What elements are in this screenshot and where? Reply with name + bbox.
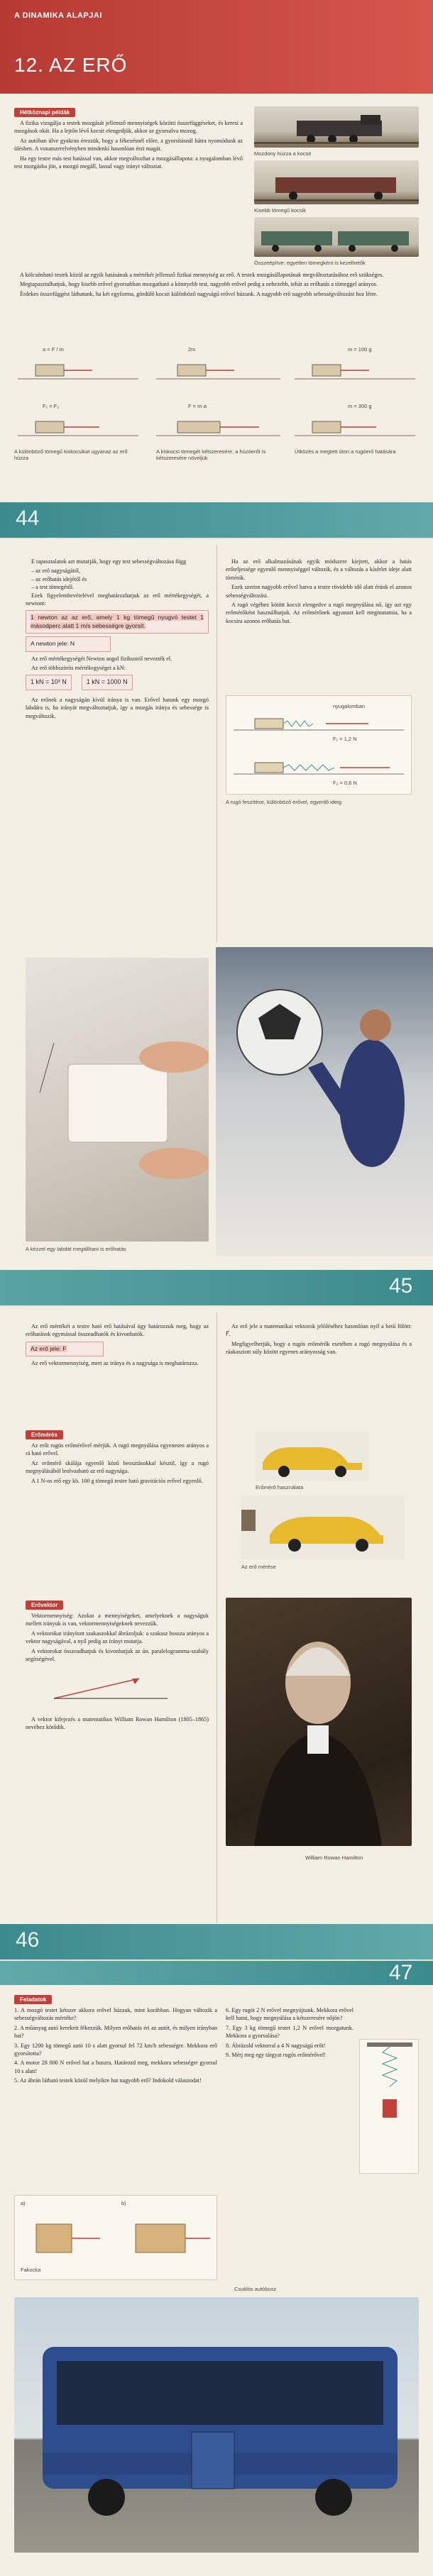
car-caption: Az erő mérése (241, 1564, 276, 1570)
fig-caption: A kiskocsi tömegét kétszeresére, a húzóerőt is kétszeresére növeljük (156, 448, 266, 461)
soccer-photo (216, 947, 433, 1256)
body-para: Érdekes összefüggést láthatunk, ha két egyforma, gördülő kocsit különböző nagyságú erővel húzunk. A nagyobb erő nagyobb sebességváltozást hoz létre. (20, 290, 378, 297)
para: Ezek szerint nagyobb erővel hatva a testre rövidebb idő alatt érünk el azonos sebességváltozást. (226, 584, 412, 599)
formula: 2m (188, 346, 196, 353)
page-number: 46 (16, 1928, 40, 1952)
para: A vektorokat összeadhatjuk és kivonhatjuk az ún. paralelogramma-szabály segítségével. (26, 1647, 209, 1663)
spring-figure (359, 2039, 419, 2174)
intro-para: Ha egy testre más test hatással van, akkor megváltozhat a mozgásállapota: a nyugalomban lévő test mozgásba jön, a mozgó megáll, lassul vagy irányt változtat. (14, 155, 243, 170)
photo-caption: A kézzel egy labdát megállítani is erőhatás (26, 1246, 126, 1252)
fig-caption: A különböző tömegű kiskocsikat ugyanaz az erő húzza (14, 448, 128, 461)
experiment-figures (14, 332, 419, 480)
fig-label: a) (21, 2200, 26, 2206)
yellow-car-photo-2 (241, 1496, 405, 1559)
page-top-band (0, 1961, 433, 1985)
car-icon (256, 1432, 369, 1481)
photo-caption: Összeépítve: egyetlen tömegként is kezelhetők (254, 260, 366, 266)
left-column (26, 1322, 209, 1369)
formula: F₁ = F₂ (43, 403, 60, 409)
para: Megfigyelhetjük, hogy a rugós erőmérők esetében a rugó megnyúlása és a ráakasztott súly között egyenes arányosság van. (226, 1340, 412, 1356)
page-46 (0, 1307, 433, 1959)
fig-caption: Ütközés a megtett úton a rugóerő hatására (295, 448, 396, 455)
vector-tag: Erővektor (26, 1598, 63, 1610)
diagram-label: nyugalomban (333, 703, 366, 709)
portrait-caption: William Rowan Hamilton (305, 1854, 363, 1861)
car-caption: Erőmérő használata (256, 1484, 304, 1491)
coupled-wagons-icon (254, 217, 419, 257)
para: E tapasztalatok azt mutatják, hogy egy test sebességváltozása függ (31, 558, 187, 565)
right-column (226, 558, 412, 626)
unit-value: 1 kN = 10³ N (26, 675, 72, 690)
bullet: – a test tömegétől. (31, 584, 75, 591)
para: Az erő jele a matematikai vektorok jelöléséhez hasonlóan nyíl a betű fölött: F⃗. (226, 1323, 412, 1338)
yellow-car-photo-1 (256, 1432, 369, 1481)
vector-text (26, 1612, 209, 1733)
unit-value: 1 kN = 1000 N (82, 675, 133, 690)
wagon-icon (254, 160, 419, 204)
left-column (26, 558, 209, 722)
body-text (14, 271, 419, 299)
portrait-icon (226, 1598, 412, 1846)
formula: a = F / m (43, 346, 64, 353)
para: A rugó végéhez kötött kocsit elengedve a rugó megnyúlása nő, így azt egy erőmérőként használhatjuk. Az erőmérőnek ugyanazt kell megmutatnia, ha a kocsira azonos erőhatás hat. (226, 602, 412, 624)
photo-caption: Kisebb tömegű kocsik (254, 207, 306, 214)
task-item: 2. A műanyag autó kerekeit fékezzük. Milyen erőhatás éri az autót, és milyen irányban hat? (14, 2024, 217, 2040)
task-item: 5. Az ábrán látható testek közül melyikre hat nagyobb erő? Indokold válaszodat! (14, 2077, 202, 2084)
photo-caption: Mozdony húzza a kocsit (254, 150, 312, 157)
newton-symbol: A newton jele: N (26, 636, 111, 651)
task-item: 8. Ábrázold vektorral a 4 N nagyságú erőt! (226, 2042, 326, 2049)
hand-push-photo (26, 958, 209, 1242)
block-icon (15, 2196, 218, 2281)
mass-label: m = 100 g (348, 346, 372, 353)
diagram-label: F₁ = 1,2 N (333, 736, 357, 742)
intro-text (14, 119, 243, 172)
mass-label: m = 300 g (348, 403, 372, 409)
locomotive-icon (254, 106, 419, 148)
coupled-wagons-photo (254, 217, 419, 257)
bullet: – az erőhatás idejétől és (31, 575, 87, 582)
diagram-caption: A rugó feszítése, különböző erővel, egyenlő ideig (226, 799, 342, 805)
page-number-band (0, 1924, 433, 1959)
para: Az erő vektormennyiség, mert az iránya és a nagysága is meghatározza. (31, 1360, 199, 1367)
hamilton-portrait (226, 1598, 412, 1846)
diagram-label: F₂ = 0,6 N (333, 780, 357, 786)
spring-icon (360, 2040, 420, 2174)
tasks-right (226, 2006, 353, 2060)
force-symbol: Az erő jele: F (26, 1342, 104, 1356)
para: Ezek figyelembevételével meghatározhatjuk az erő mértékegységét, a newtont: (26, 592, 209, 607)
task-item: 7. Egy 3 kg tömegű testet 1,2 N erővel mozgatunk. Mekkora a gyorsulása? (226, 2024, 353, 2040)
train-photo (254, 106, 419, 148)
measure-text (26, 1442, 209, 1486)
newton-definition: 1 newton az az erő, amely 1 kg tömegű nyugvó testet 1 másodperc alatt 1 m/s sebességre gyorsít. (26, 610, 209, 634)
page-header-band (0, 0, 433, 94)
page-number: 45 (389, 1274, 413, 1298)
para: A 1 N-os erő egy kb. 100 g tömegű testre ható gravitációs erővel egyenlő. (31, 1477, 203, 1484)
page-number: 44 (16, 507, 40, 530)
task-item: 4. A motor 28 000 N erővel hat a buszra. Határozd meg, mekkora sebességre gyorsul 10 s alatt! (14, 2060, 217, 2074)
para: A vektor kifejezés a matematikus William Rowan Hamilton (1805–1865) nevéhez kötődik. (26, 1715, 209, 1731)
task-item: 3. Egy 1200 kg tömegű autó 10 s alatt gyorsul fel 72 km/h sebességre. Mekkora erő gyorsította? (14, 2042, 217, 2057)
page-number-band (0, 502, 433, 538)
unit-row (26, 675, 209, 690)
hand-icon (26, 958, 209, 1242)
para: Az erőmérő skálája egyenlő közű beosztásokkal készül, így a rugó megnyúlásából leolvasható az erő nagysága. (26, 1459, 209, 1475)
force-measure-tag: Erőmérés (26, 1427, 63, 1440)
bullet: – az erő nagyságától, (31, 568, 81, 575)
page-number-band (0, 1270, 433, 1305)
para: Az erő többszörös mértékegységei a kN: (31, 665, 126, 672)
para: Vektormennyiség: Azokat a mennyiségeket, amelyeknek a nagyságuk mellett irányuk is van, vektormennyiségeknek nevezzük. (26, 1613, 209, 1627)
task-item: 9. Mérj meg egy tárgyat rugós erőmérővel! (226, 2052, 327, 2059)
section-tag: Hétköznapi példák (14, 108, 75, 117)
para: Az erő mértékegységét Newton angol fizikusról nevezték el. (31, 655, 172, 662)
spring-cart-icon (226, 696, 412, 795)
right-column (226, 1322, 412, 1358)
fig-caption: Fakocka (21, 2267, 41, 2273)
chapter-title: 12. AZ ERŐ (14, 54, 128, 76)
spring-diagram (226, 695, 412, 795)
para: Az erőnek a nagyságán kívül iránya is van. Erővel hatunk egy mozgó labdára is, ha irányát megváltoztatjuk, így a mozgás iránya és sebessége is megváltozik. (26, 696, 209, 719)
vector-arrows-icon (26, 1667, 209, 1710)
soccer-player-icon (216, 947, 433, 1256)
page-45 (0, 539, 433, 1305)
para: Az erőt rugós erőmérővel mérjük. A rugó megnyúlása egyenesen arányos a rá ható erővel. (26, 1442, 209, 1457)
tasks-left (14, 2006, 217, 2086)
formula: F = m·a (188, 403, 207, 409)
intro-para: A fizika vizsgálja a testek mozgását jellemző mennyiségek közötti összefüggéseket, és keresi a mozgások okát. Ha a lejtőn lévő kocsit elengedjük, akkor az gyorsulva mozog. (14, 120, 243, 135)
fig-label: b) (121, 2200, 126, 2206)
bus-photo (14, 2297, 419, 2553)
body-para: Megtapasztalhatjuk, hogy kisebb erővel gyorsabban mozgatható a könnyebb test, nagyobb erővel pedig a nehezebb, tehát az erőhatás a tömeggel arányos. (20, 281, 378, 288)
bus-icon (14, 2297, 419, 2553)
page-44 (0, 0, 433, 538)
task-item: 6. Egy rugót 2 N erővel megnyújtunk. Mekkora erővel kell hatni, hogy megnyúlása a kétszeresére nőjön? (226, 2007, 353, 2022)
para: Az erő mértékét a testre ható erő hatásával úgy határozzuk meg, hogy az erőhatások egymással összeadhatók és kivonhatók. (26, 1323, 209, 1338)
wagon-photo (254, 160, 419, 204)
bus-caption: Csuklós autóbusz (234, 2286, 277, 2292)
task-item: 1. A mozgó testet kétszer akkora erővel húzzuk, mint korábban. Hogyan változik a sebességváltozás mértéke? (14, 2007, 217, 2022)
header-tag: A DINAMIKA ALAPJAI (14, 11, 102, 20)
para: A vektorokat irányított szakaszokkal ábrázoljuk: a szakasz hossza arányos a vektor nagyságával, a nyíl pedig az irányt mutatja. (26, 1630, 209, 1645)
page-number: 47 (389, 1961, 413, 1984)
car-icon (241, 1496, 405, 1559)
intro-para: Az autóban ülve gyakran érezzük, hogy a fékezésnél előre, a gyorsításnál hátra nyomódunk az ülésben. A vonatszerelvényben mindenki hasonlóan érzi magát. (14, 137, 243, 153)
block-figure (14, 2195, 217, 2280)
para: Ha az erő alkalmazásának egyik módszere kiejtett, akkor a hatás erőteljessége egyenlő mennyiséggel változik, és a változás a kísérlet ideje alatt történik. (226, 558, 412, 581)
page-47 (0, 1961, 433, 2576)
body-para: A kölcsönható testek közül az egyik hatásának a mértékét jellemző fizikai mennyiség az erő. A testek mozgásállapotának megváltoztatásához erő szükséges. (20, 272, 384, 278)
section-tag: Feladatok (14, 1995, 52, 2004)
